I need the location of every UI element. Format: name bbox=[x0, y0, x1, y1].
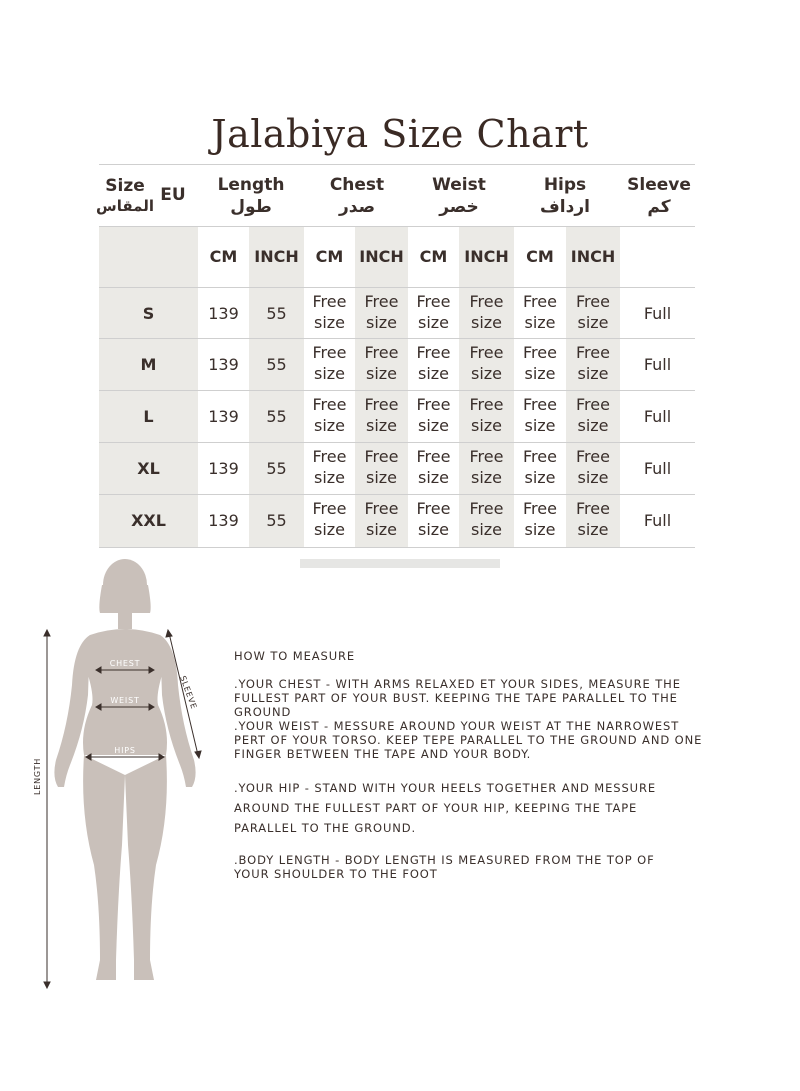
size-cell: M bbox=[140, 354, 157, 374]
free-size-line1: Free bbox=[576, 292, 610, 312]
free-size-line1: Free bbox=[312, 292, 347, 312]
free-size-cell bbox=[355, 287, 408, 339]
free-size-line2: size bbox=[524, 313, 556, 332]
free-size-line2: size bbox=[417, 364, 450, 383]
free-size-line2: size bbox=[313, 364, 346, 383]
unit-length-cm: CM bbox=[209, 247, 238, 266]
free-size-line2: size bbox=[313, 313, 346, 332]
header-sleeve-arabic: كم bbox=[647, 197, 671, 217]
free-size-line1: Free bbox=[364, 343, 399, 363]
unit-hips-cm: CM bbox=[526, 247, 554, 266]
unit-chest-cm: CM bbox=[315, 247, 344, 266]
free-size-line2: size bbox=[365, 468, 398, 487]
free-size-line1: Free bbox=[416, 499, 451, 519]
free-size-line2: size bbox=[365, 416, 398, 435]
length-inch-cell: 55 bbox=[266, 510, 287, 530]
weist-label: WEIST bbox=[110, 696, 140, 705]
free-size-cell bbox=[566, 494, 620, 546]
free-size-cell bbox=[566, 390, 620, 442]
header-length-label: Length bbox=[217, 174, 285, 195]
row-divider bbox=[99, 164, 695, 165]
free-size-cell bbox=[566, 338, 620, 390]
header-hips bbox=[524, 168, 606, 224]
free-size-line1: Free bbox=[364, 447, 399, 467]
free-size-line2: size bbox=[470, 520, 503, 539]
free-size-line2: size bbox=[470, 313, 503, 332]
free-size-line2: size bbox=[577, 416, 609, 435]
size-cell: XXL bbox=[131, 510, 166, 530]
free-size-line2: size bbox=[577, 313, 609, 332]
free-size-line1: Free bbox=[416, 395, 451, 415]
chest-instruction: .YOUR CHEST - WITH ARMS RELAXED ET YOUR SIDES, MEASURE THE FULLEST PART OF YOUR BUST. KEEPING THE TAPE PARALLEL TO THE GROUND bbox=[234, 677, 681, 719]
free-size-line1: Free bbox=[312, 447, 347, 467]
free-size-line1: Free bbox=[469, 343, 504, 363]
header-hips-arabic: ارداف bbox=[540, 197, 590, 217]
free-size-cell bbox=[459, 338, 514, 390]
header-chest bbox=[316, 168, 398, 224]
free-size-line1: Free bbox=[312, 499, 347, 519]
free-size-cell bbox=[459, 390, 514, 442]
header-size-label: Size bbox=[105, 176, 145, 197]
free-size-line1: Free bbox=[364, 292, 399, 312]
body-figure bbox=[30, 555, 220, 995]
free-size-line1: Free bbox=[523, 447, 557, 467]
free-size-line1: Free bbox=[416, 292, 451, 312]
free-size-line1: Free bbox=[312, 343, 347, 363]
free-size-line2: size bbox=[365, 364, 398, 383]
page-title: Jalabiya Size Chart bbox=[211, 112, 589, 156]
sleeve-cell: Full bbox=[643, 354, 672, 374]
header-chest-arabic: صدر bbox=[338, 197, 376, 217]
free-size-line1: Free bbox=[364, 499, 399, 519]
header-chest-label: Chest bbox=[329, 174, 385, 195]
free-size-cell bbox=[566, 442, 620, 494]
free-size-line2: size bbox=[470, 468, 503, 487]
header-eu bbox=[156, 180, 190, 210]
header-sleeve bbox=[620, 168, 698, 224]
free-size-line2: size bbox=[417, 313, 450, 332]
header-shade-sleeve bbox=[620, 226, 695, 287]
how-to-measure-heading: HOW TO MEASURE bbox=[234, 649, 356, 663]
header-hips-label: Hips bbox=[543, 174, 587, 195]
hips-label: HIPS bbox=[114, 746, 136, 755]
free-size-line1: Free bbox=[469, 447, 504, 467]
free-size-line2: size bbox=[524, 416, 556, 435]
free-size-line1: Free bbox=[469, 499, 504, 519]
free-size-cell bbox=[355, 390, 408, 442]
unit-length-inch: INCH bbox=[254, 247, 299, 266]
unit-chest-inch: INCH bbox=[359, 247, 404, 266]
free-size-line2: size bbox=[313, 468, 346, 487]
length-label: LENGTH bbox=[33, 757, 42, 795]
free-size-line2: size bbox=[313, 416, 346, 435]
sleeve-label: SLEEVE bbox=[178, 674, 199, 711]
free-size-cell bbox=[514, 287, 566, 339]
free-size-cell bbox=[459, 494, 514, 546]
free-size-line1: Free bbox=[364, 395, 399, 415]
body-silhouette bbox=[54, 559, 195, 980]
size-cell: XL bbox=[137, 458, 160, 478]
length-inch-cell: 55 bbox=[266, 303, 287, 323]
unit-weist-inch: INCH bbox=[464, 247, 509, 266]
free-size-cell bbox=[304, 494, 355, 546]
length-inch-cell: 55 bbox=[266, 458, 287, 478]
free-size-line2: size bbox=[577, 468, 609, 487]
header-sleeve-label: Sleeve bbox=[627, 174, 691, 195]
free-size-line2: size bbox=[470, 416, 503, 435]
header-weist bbox=[418, 168, 500, 224]
free-size-line1: Free bbox=[416, 343, 451, 363]
free-size-cell bbox=[566, 287, 620, 339]
free-size-line2: size bbox=[365, 313, 398, 332]
horizontal-scrollbar[interactable] bbox=[300, 559, 500, 568]
free-size-line1: Free bbox=[523, 395, 557, 415]
free-size-cell bbox=[408, 338, 459, 390]
header-length-arabic: طول bbox=[230, 197, 272, 217]
free-size-line1: Free bbox=[523, 343, 557, 363]
sleeve-cell: Full bbox=[643, 303, 672, 323]
free-size-cell bbox=[304, 338, 355, 390]
free-size-cell bbox=[514, 338, 566, 390]
free-size-cell bbox=[355, 442, 408, 494]
length-cm-cell: 139 bbox=[208, 406, 239, 426]
chest-label: CHEST bbox=[109, 659, 141, 668]
free-size-cell bbox=[514, 390, 566, 442]
free-size-line2: size bbox=[524, 364, 556, 383]
row-divider bbox=[99, 547, 695, 548]
header-size-arabic: المقاس bbox=[96, 197, 154, 216]
length-cm-cell: 139 bbox=[208, 354, 239, 374]
weist-instruction: .YOUR WEIST - MESSURE AROUND YOUR WEIST AT THE NARROWEST PERT OF YOUR TORSO. KEEP TEPE PARALLEL TO THE GROUND AND ONE FINGER BETWEEN THE TAPE AND YOUR BODY. bbox=[234, 719, 703, 761]
free-size-line2: size bbox=[417, 416, 450, 435]
sleeve-cell: Full bbox=[643, 510, 672, 530]
free-size-line2: size bbox=[313, 520, 346, 539]
header-weist-label: Weist bbox=[432, 174, 486, 195]
free-size-cell bbox=[514, 494, 566, 546]
free-size-line1: Free bbox=[576, 499, 610, 519]
length-cm-cell: 139 bbox=[208, 510, 239, 530]
free-size-cell bbox=[459, 287, 514, 339]
free-size-cell bbox=[304, 442, 355, 494]
hip-instruction: .YOUR HIP - STAND WITH YOUR HEELS TOGETHER AND MESSURE AROUND THE FULLEST PART OF YOUR HIP, KEEPING THE TAPE PARALLEL TO THE GROUND. bbox=[234, 781, 657, 835]
length-cm-cell: 139 bbox=[208, 303, 239, 323]
header-eu-label: EU bbox=[160, 184, 186, 205]
size-cell: L bbox=[143, 406, 154, 426]
free-size-line1: Free bbox=[469, 292, 504, 312]
unit-hips-inch: INCH bbox=[570, 247, 616, 266]
free-size-cell bbox=[304, 287, 355, 339]
free-size-cell bbox=[304, 390, 355, 442]
free-size-line2: size bbox=[365, 520, 398, 539]
free-size-line2: size bbox=[470, 364, 503, 383]
free-size-cell bbox=[459, 442, 514, 494]
free-size-cell bbox=[408, 287, 459, 339]
free-size-cell bbox=[355, 338, 408, 390]
free-size-line2: size bbox=[524, 520, 556, 539]
free-size-line1: Free bbox=[416, 447, 451, 467]
free-size-line1: Free bbox=[523, 292, 557, 312]
free-size-line2: size bbox=[524, 468, 556, 487]
free-size-cell bbox=[408, 442, 459, 494]
length-inch-cell: 55 bbox=[266, 354, 287, 374]
header-shade bbox=[99, 226, 198, 287]
header-size bbox=[92, 168, 158, 224]
free-size-cell bbox=[408, 390, 459, 442]
free-size-line1: Free bbox=[523, 499, 557, 519]
free-size-line2: size bbox=[577, 520, 609, 539]
header-weist-arabic: خصر bbox=[439, 197, 479, 217]
free-size-line2: size bbox=[417, 468, 450, 487]
free-size-line2: size bbox=[577, 364, 609, 383]
sleeve-cell: Full bbox=[643, 458, 672, 478]
length-instruction: .BODY LENGTH - BODY LENGTH IS MEASURED FROM THE TOP OF YOUR SHOULDER TO THE FOOT bbox=[234, 853, 655, 881]
free-size-line1: Free bbox=[312, 395, 347, 415]
header-length bbox=[210, 168, 292, 224]
sleeve-cell: Full bbox=[643, 406, 672, 426]
size-cell: S bbox=[142, 303, 155, 323]
length-inch-cell: 55 bbox=[266, 406, 287, 426]
free-size-line1: Free bbox=[576, 395, 610, 415]
free-size-line1: Free bbox=[469, 395, 504, 415]
length-cm-cell: 139 bbox=[208, 458, 239, 478]
unit-weist-cm: CM bbox=[419, 247, 448, 266]
free-size-cell bbox=[355, 494, 408, 546]
free-size-line1: Free bbox=[576, 447, 610, 467]
free-size-line1: Free bbox=[576, 343, 610, 363]
free-size-cell bbox=[514, 442, 566, 494]
free-size-line2: size bbox=[417, 520, 450, 539]
free-size-cell bbox=[408, 494, 459, 546]
